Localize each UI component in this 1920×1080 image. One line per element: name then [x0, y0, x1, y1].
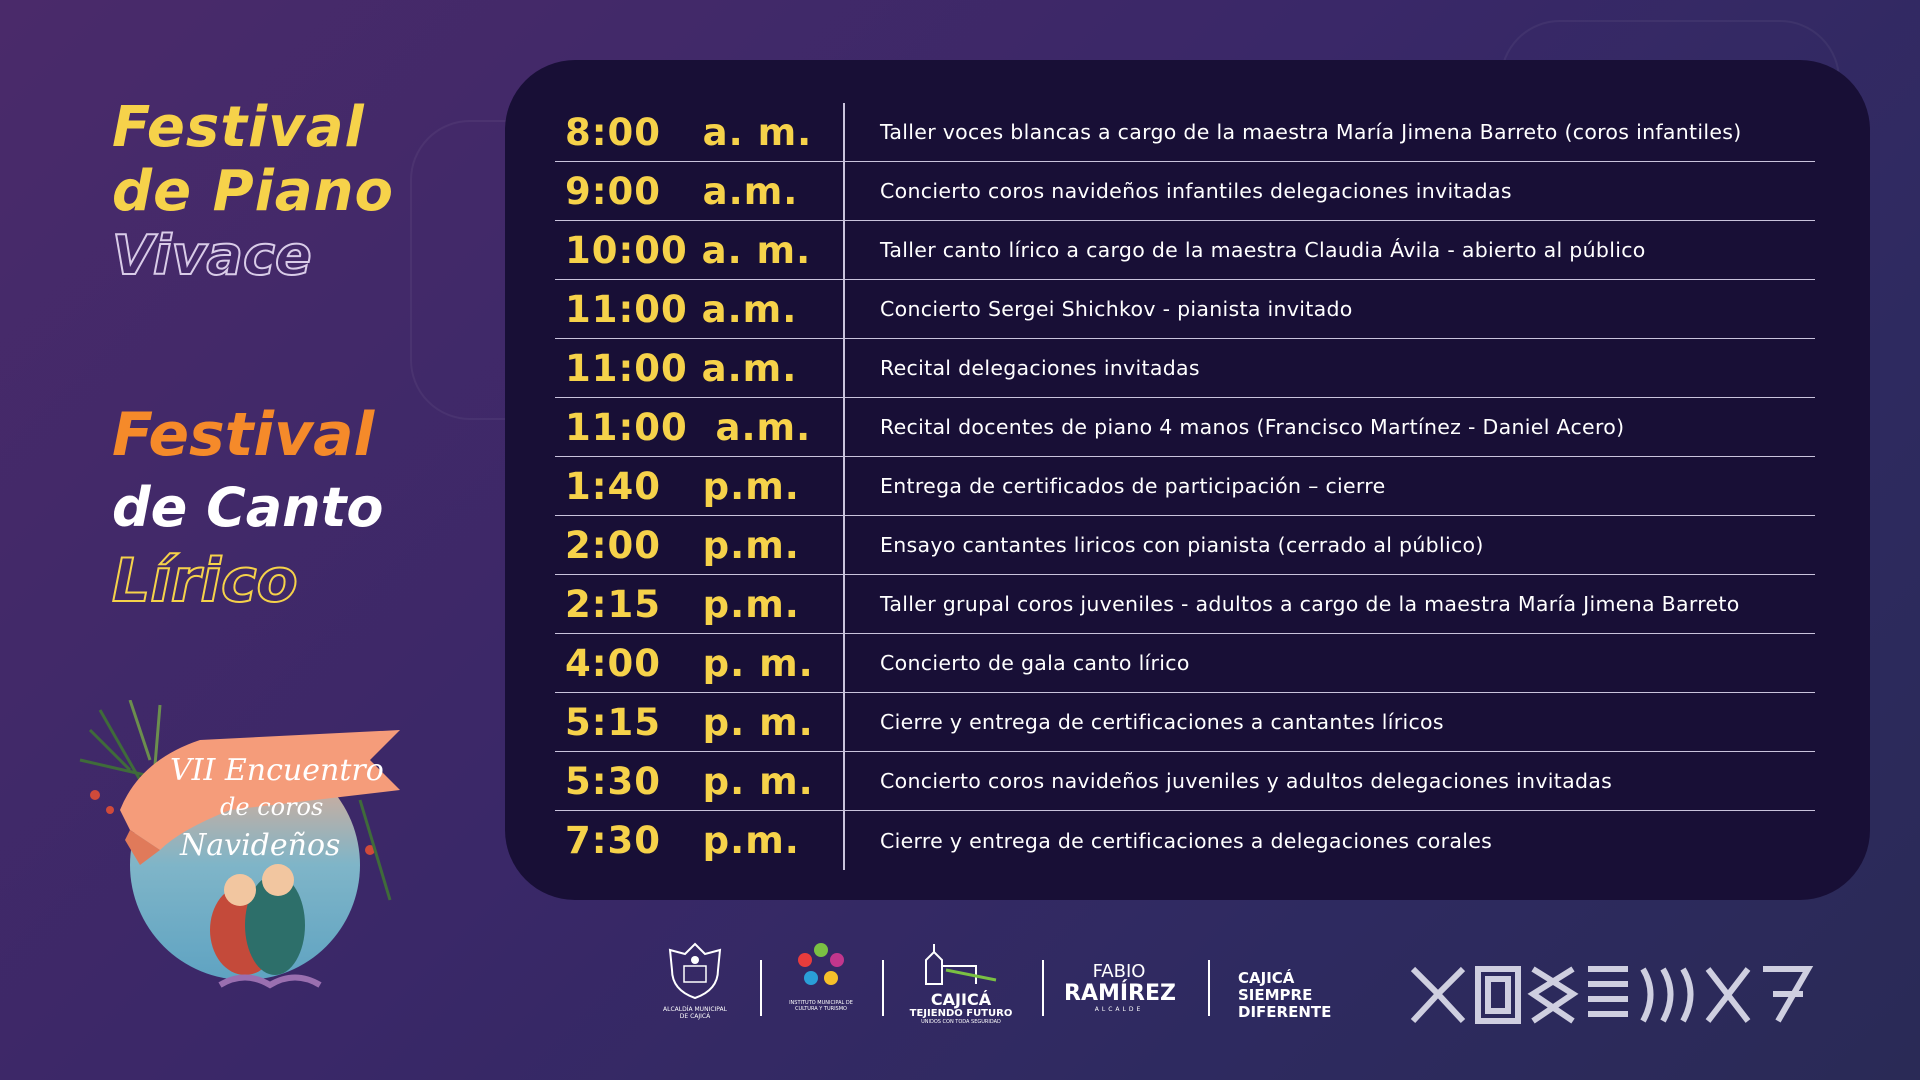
schedule-desc: Concierto coros navideños infantiles delegaciones invitadas — [880, 179, 1512, 203]
cajica-title: CAJICÁ — [930, 990, 992, 1009]
sponsor-logos — [660, 940, 1820, 1030]
schedule-row — [555, 280, 1815, 339]
schedule-time: 5:30 p. m. — [565, 759, 814, 803]
row-divider — [843, 339, 845, 397]
schedule-desc: Taller voces blancas a cargo de la maestra María Jimena Barreto (coros infantiles) — [880, 120, 1742, 144]
siempre-diferente-logo — [1238, 970, 1368, 1021]
piano-title-line1: Festival — [112, 95, 365, 160]
schedule-desc: Taller grupal coros juveniles - adultos a cargo de la maestra María Jimena Barreto — [880, 592, 1740, 616]
crest-icon — [660, 940, 730, 1002]
schedule-row — [555, 339, 1815, 398]
schedule-desc: Entrega de certificados de participación – cierre — [880, 474, 1386, 498]
row-divider — [843, 752, 845, 810]
schedule-time: 10:00 a. m. — [565, 228, 812, 272]
instituto-logo — [784, 940, 858, 1012]
alcaldia-text: ALCALDÍA MUNICIPAL DE CAJICÁ — [663, 1006, 727, 1020]
row-divider — [843, 575, 845, 633]
schedule-time: 11:00 a.m. — [565, 287, 798, 331]
siempre-line1: CAJICÁ — [1238, 969, 1295, 987]
row-divider — [843, 221, 845, 279]
row-divider — [843, 103, 845, 161]
schedule-time: 2:00 p.m. — [565, 523, 800, 567]
canto-title-line2: de Canto — [112, 476, 384, 539]
festival-titles — [112, 96, 452, 616]
instituto-text: INSTITUTO MUNICIPAL DE CULTURA Y TURISMO — [789, 1000, 853, 1012]
row-divider — [843, 634, 845, 692]
row-divider — [843, 162, 845, 220]
siempre-line3: DIFERENTE — [1238, 1003, 1332, 1021]
schedule-table — [555, 103, 1815, 870]
schedule-desc: Recital docentes de piano 4 manos (Francisco Martínez - Daniel Acero) — [880, 415, 1625, 439]
row-divider — [843, 280, 845, 338]
schedule-time: 8:00 a. m. — [565, 110, 813, 154]
pattern-icon — [1408, 964, 1818, 1026]
schedule-time: 1:40 p.m. — [565, 464, 800, 508]
schedule-desc: Recital delegaciones invitadas — [880, 356, 1200, 380]
cajica-logo — [906, 940, 1016, 1025]
culture-icon — [789, 940, 853, 996]
schedule-desc: Cierre y entrega de certificaciones a delegaciones corales — [880, 828, 1493, 853]
logo-separator — [882, 960, 884, 1016]
ramirez-text: RAMÍREZ — [1064, 981, 1176, 1006]
badge-line2: de coros — [220, 793, 324, 821]
schedule-time: 11:00 a.m. — [565, 405, 812, 449]
cajica-sub: TEJIENDO FUTURO — [909, 1008, 1013, 1019]
logo-separator — [760, 960, 762, 1016]
schedule-row — [555, 221, 1815, 280]
siempre-line2: SIEMPRE — [1238, 986, 1313, 1004]
schedule-row — [555, 575, 1815, 634]
schedule-row — [555, 516, 1815, 575]
schedule-desc: Cierre y entrega de certificaciones a cantantes líricos — [880, 710, 1444, 734]
badge-line1: VII Encuentro — [170, 753, 384, 788]
logo-separator — [1042, 960, 1044, 1016]
alcalde-text: ALCALDE — [1094, 1006, 1144, 1013]
row-divider — [843, 811, 845, 870]
row-divider — [843, 693, 845, 751]
schedule-time: 11:00 a.m. — [565, 346, 798, 390]
schedule-desc: Concierto coros navideños juveniles y adultos delegaciones invitadas — [880, 769, 1613, 793]
church-icon — [906, 940, 1016, 988]
fabio-text: FABIO — [1092, 961, 1146, 982]
schedule-row — [555, 457, 1815, 516]
schedule-desc: Concierto Sergei Shichkov - pianista invitado — [880, 297, 1353, 321]
badge-line3: Navideños — [180, 828, 341, 863]
schedule-desc: Ensayo cantantes liricos con pianista (cerrado al público) — [880, 533, 1484, 557]
schedule-time: 2:15 p.m. — [565, 582, 800, 626]
canto-title-line1: Festival — [112, 400, 375, 470]
row-divider — [843, 516, 845, 574]
piano-title-line2: de Piano — [112, 159, 394, 224]
schedule-row — [555, 752, 1815, 811]
row-divider — [843, 398, 845, 456]
schedule-row — [555, 634, 1815, 693]
canto-title-line3: Lírico — [112, 546, 298, 616]
cajica-sub2: UNIDOS CON TODA SEGURIDAD — [921, 1019, 1001, 1025]
schedule-row — [555, 398, 1815, 457]
fabio-ramirez-logo — [1064, 962, 1174, 1014]
schedule-row — [555, 811, 1815, 870]
schedule-time: 9:00 a.m. — [565, 169, 799, 213]
schedule-time: 4:00 p. m. — [565, 641, 814, 685]
encuentro-badge — [70, 700, 410, 1000]
schedule-time: 5:15 p. m. — [565, 700, 814, 744]
badge-illustration — [70, 700, 410, 1000]
schedule-row — [555, 103, 1815, 162]
schedule-row — [555, 162, 1815, 221]
alcaldia-logo — [660, 940, 730, 1020]
schedule-desc: Taller canto lírico a cargo de la maestra Claudia Ávila - abierto al público — [880, 238, 1646, 262]
schedule-row — [555, 693, 1815, 752]
schedule-desc: Concierto de gala canto lírico — [880, 651, 1190, 675]
schedule-time: 7:30 p.m. — [565, 819, 800, 862]
piano-title-line3: Vivace — [112, 224, 312, 287]
row-divider — [843, 457, 845, 515]
logo-separator — [1208, 960, 1210, 1016]
